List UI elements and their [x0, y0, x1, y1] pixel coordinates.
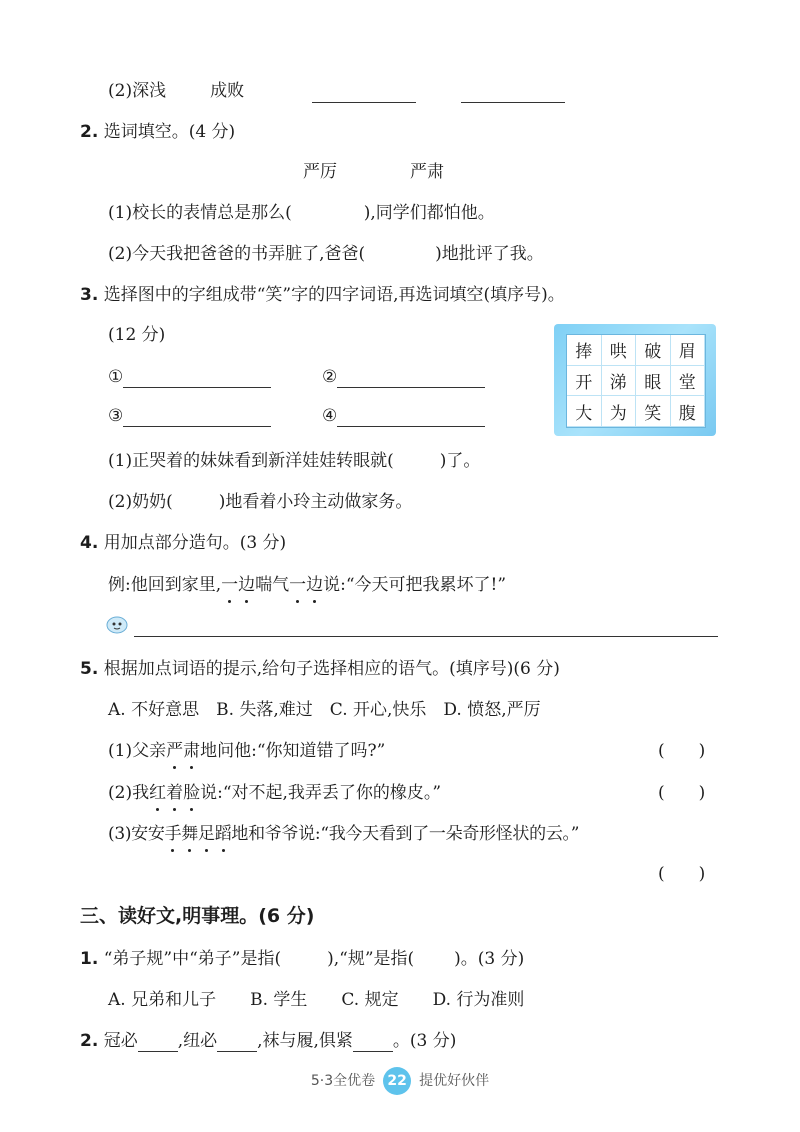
pencil-icon — [106, 614, 128, 634]
answer-blank[interactable] — [337, 369, 485, 388]
grid-cell: 涕 — [602, 366, 637, 397]
q5-sentence-2: (2)我红着脸说:“对不起,我弄丢了你的橡皮。” — [108, 783, 442, 803]
q5-sentence-1: (1)父亲严肃地问他:“你知道错了吗?” — [108, 741, 386, 761]
answer-blank[interactable] — [217, 1033, 257, 1052]
reading-question-2: 2. 冠必 ,纽必 ,袜与履,俱紧 。(3 分) — [80, 1031, 457, 1051]
question-2-title: 2. 选词填空。(4 分) — [80, 122, 236, 142]
grid-cell: 开 — [567, 366, 602, 397]
sentence-answer-line[interactable] — [134, 618, 718, 637]
answer-blank[interactable] — [312, 84, 416, 103]
section-3-title: 三、读好文,明事理。(6 分) — [80, 905, 315, 927]
character-grid — [566, 334, 706, 428]
answer-paren[interactable]: ( ) — [658, 783, 706, 803]
answer-blank[interactable] — [353, 1033, 393, 1052]
grid-cell: 捧 — [567, 335, 602, 366]
character-grid-picture — [554, 324, 716, 436]
grid-cell: 眉 — [671, 335, 706, 366]
grid-cell: 大 — [567, 396, 602, 427]
q2-option-1: 严厉 — [303, 162, 337, 182]
q3-sentence-2: (2)奶奶( )地看着小玲主动做家务。 — [108, 492, 413, 512]
grid-cell: 笑 — [636, 396, 671, 427]
answer-blank[interactable] — [461, 84, 565, 103]
question-5-title: 5. 根据加点词语的提示,给句子选择相应的语气。(填序号)(6 分) — [80, 659, 560, 679]
q3-score: (12 分) — [108, 325, 166, 345]
question-3-title: 3. 选择图中的字组成带“笑”字的四字词语,再选词填空(填序号)。 — [80, 285, 565, 305]
q2-sentence-1: (1)校长的表情总是那么( ),同学们都怕他。 — [108, 203, 495, 223]
q5-options: A. 不好意思 B. 失落,难过 C. 开心,快乐 D. 愤怒,严厉 — [108, 700, 541, 720]
q4-example: 例:他回到家里,一边喘气一边说:“今天可把我累坏了!” — [108, 575, 507, 595]
grid-cell: 堂 — [671, 366, 706, 397]
grid-cell: 为 — [602, 396, 637, 427]
answer-blank[interactable] — [138, 1033, 178, 1052]
answer-paren[interactable]: ( ) — [658, 741, 706, 761]
q3-choice-3: ③ — [108, 405, 271, 427]
answer-paren[interactable]: ( ) — [658, 864, 706, 884]
q5-sentence-3: (3)安安手舞足蹈地和爷爷说:“我今天看到了一朵奇形怪状的云。” — [108, 824, 580, 844]
reading-q1-options: A. 兄弟和儿子 B. 学生 C. 规定 D. 行为准则 — [108, 990, 525, 1010]
q2-option-2: 严肃 — [410, 162, 444, 182]
q3-sentence-1: (1)正哭着的妹妹看到新洋娃娃转眼就( )了。 — [108, 451, 481, 471]
q3-choice-4: ④ — [322, 405, 485, 427]
reading-question-1: 1. “弟子规”中“弟子”是指( ),“规”是指( )。(3 分) — [80, 949, 525, 969]
grid-cell: 眼 — [636, 366, 671, 397]
page-footer: 5·3全优卷 22 提优好伙伴 — [0, 1067, 800, 1095]
question-4-title: 4. 用加点部分造句。(3 分) — [80, 533, 287, 553]
answer-blank[interactable] — [123, 408, 271, 427]
answer-blank[interactable] — [337, 408, 485, 427]
q2-sentence-2: (2)今天我把爸爸的书弄脏了,爸爸( )地批评了我。 — [108, 244, 544, 264]
grid-cell: 哄 — [602, 335, 637, 366]
answer-blank[interactable] — [123, 369, 271, 388]
grid-cell: 腹 — [671, 396, 706, 427]
q1-item-2: (2)深浅 成败 — [108, 81, 245, 101]
grid-cell: 破 — [636, 335, 671, 366]
q3-choice-2: ② — [322, 366, 485, 388]
q3-choice-1: ① — [108, 366, 271, 388]
page-number: 22 — [383, 1067, 411, 1095]
